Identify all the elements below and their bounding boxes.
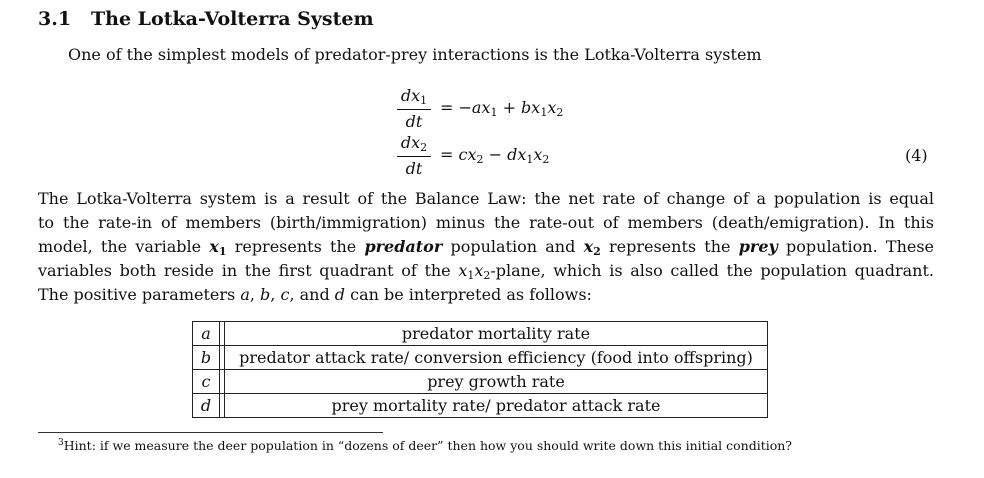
parameter-description: prey growth rate [225, 370, 768, 394]
text-span: variables both reside in the first quadrant of the [38, 261, 459, 280]
paragraph-line-3 [38, 235, 934, 259]
intro-sentence: One of the simplest models of predator-prey interactions is the Lotka-Volterra system [68, 45, 762, 64]
predator-term: predator [364, 237, 443, 256]
parameter-row [193, 322, 768, 346]
text-span: population and [442, 237, 584, 256]
text-span: represents the [226, 237, 365, 256]
parameter-description: predator mortality rate [225, 322, 768, 346]
prey-term: prey [738, 237, 778, 256]
equation-1-rhs: = $-ax_1 + bx_1x_2$ [440, 98, 564, 119]
section-number: 3.1 [38, 8, 72, 30]
equation-2-fraction [397, 133, 431, 178]
parameter-symbol: d [193, 394, 220, 418]
variable-x2: $x_2$ [583, 237, 601, 258]
parameter-row [193, 394, 768, 418]
paragraph-line-4 [38, 259, 934, 283]
paragraph-line-5: The positive parameters a, b, c, and d can be interpreted as follows: [38, 285, 592, 304]
equation-2-rhs: = $cx_2 - dx_1x_2$ [440, 145, 550, 166]
paragraph-line-1: The Lotka-Volterra system is a result of the Balance Law: the net rate of change of a population is equal [38, 189, 934, 208]
footnote-text: Hint: if we measure the deer population in “dozens of deer” then how you should write down this initial condition? [63, 438, 792, 453]
equation-1-denominator: dt [405, 112, 423, 131]
equation-2-denominator: dt [405, 159, 423, 178]
equation-1-fraction [397, 86, 431, 131]
parameter-description: predator attack rate/ conversion efficiency (food into offspring) [225, 346, 768, 370]
body-paragraph [38, 187, 934, 307]
footnote-rule [38, 432, 383, 433]
section-title: The Lotka-Volterra System [91, 8, 374, 30]
equation-1-numerator: $dx_1$ [400, 86, 428, 107]
footnote-marker: 3 [58, 438, 64, 448]
parameter-symbol: b [193, 346, 220, 370]
parameter-description: prey mortality rate/ predator attack rate [225, 394, 768, 418]
text-span: population. These [777, 237, 935, 256]
parameter-table [192, 321, 768, 418]
parameter-symbol: c [193, 370, 220, 394]
text-span: model, the variable [38, 237, 210, 256]
footnote [58, 438, 792, 453]
parameter-symbol: a [193, 322, 220, 346]
equation-number: (4) [905, 146, 928, 165]
section-heading [38, 8, 374, 30]
parameter-row [193, 346, 768, 370]
parameter-row [193, 370, 768, 394]
text-span: -plane, which is also called the population quadrant. [490, 261, 934, 280]
text-span: represents the [600, 237, 739, 256]
paragraph-line-2: to the rate-in of members (birth/immigration) minus the rate-out of members (death/emigration). In this [38, 213, 934, 232]
variable-x1: $x_1$ [209, 237, 227, 258]
equation-2-numerator: $dx_2$ [400, 133, 428, 154]
plane-term: $x_1x_2$ [458, 261, 491, 282]
